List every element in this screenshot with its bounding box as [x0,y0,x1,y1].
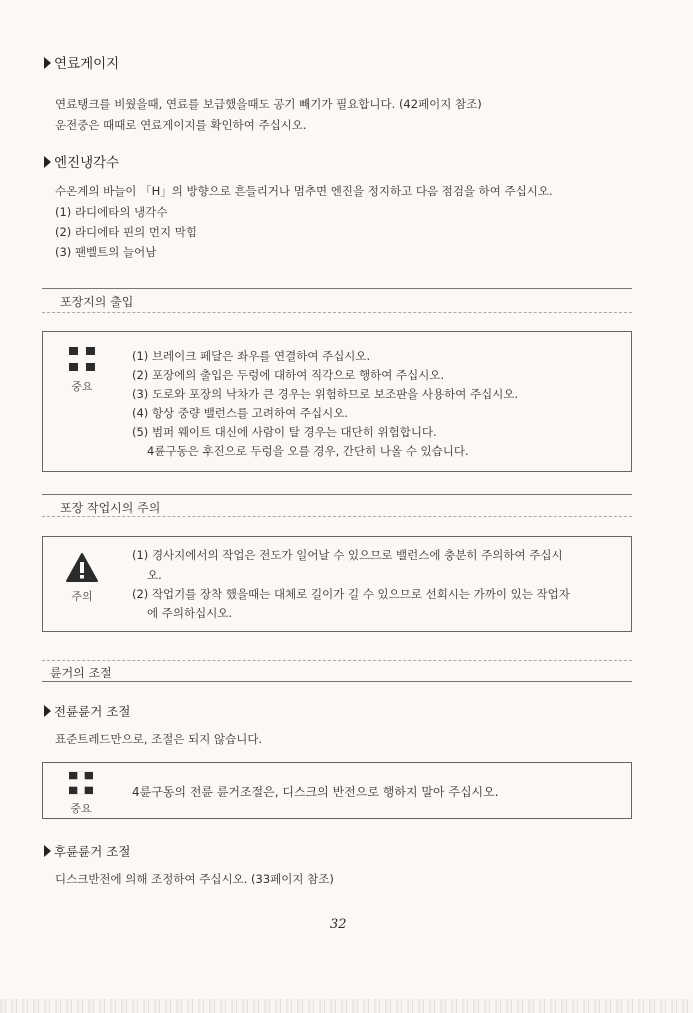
tread-notice-box [42,762,632,819]
tread-notice-text: 4륜구동의 전륜 륜거조절은, 디스크의 반전으로 행하지 말아 주십시오. [132,785,499,799]
engine-coolant-line-3: (2) 라디에타 핀의 먼지 막힘 [55,225,198,239]
rear-tread-heading: 후륜륜거 조절 [44,842,130,860]
paved-road-line-1: (1) 브레이크 페달은 좌우를 연결하여 주십시오. [132,349,371,363]
warning-icon [65,552,99,583]
important-caption: 중요 [71,380,93,393]
paved-road-line-4: (4) 항상 중량 밸런스를 고려하여 주십시오. [132,406,348,420]
engine-coolant-line-4: (3) 팬벨트의 늘어남 [55,245,157,259]
field-work-title: 포장 작업시의 주의 [60,501,161,515]
paved-road-line-3: (3) 도로와 포장의 낙차가 큰 경우는 위험하므로 보조판을 사용하여 주십시오. [132,387,519,401]
fuel-gauge-line-2: 운전중은 때때로 연료게이지를 확인하여 주십시오. [55,118,307,132]
scan-edge-artifact [0,999,693,1013]
caution-caption: 주의 [71,590,93,603]
field-work-box [42,536,632,632]
triangle-bullet-icon [44,57,51,69]
paved-road-title: 포장지의 출입 [60,295,134,309]
triangle-bullet-icon [44,705,51,717]
section-bottom-rule [42,516,632,517]
front-tread-heading: 전륜륜거 조절 [44,702,130,720]
field-work-line-4: 에 주의하십시오. [147,606,233,620]
fuel-gauge-heading: 연료게이지 [44,52,119,72]
section-top-rule [42,288,632,289]
tread-title: 륜거의 조절 [50,666,112,680]
page-number: 32 [330,917,347,932]
section-bottom-rule [42,681,632,682]
paved-road-box [42,331,632,472]
section-top-rule [42,494,632,495]
paved-road-line-6: 4륜구동은 후진으로 두렁을 오를 경우, 간단히 나올 수 있습니다. [147,444,469,458]
triangle-bullet-icon [44,156,51,168]
paved-road-line-2: (2) 포장에의 출입은 두렁에 대하여 직각으로 행하여 주십시오. [132,368,445,382]
engine-coolant-heading: 엔진냉각수 [44,151,119,171]
important-caption: 중요 [70,802,92,815]
field-work-line-1: (1) 경사지에서의 작업은 전도가 일어날 수 있으므로 밸런스에 충분히 주의하여 주십시 [132,548,563,562]
engine-coolant-line-1: 수온계의 바늘이 「H」의 방향으로 흔들리거나 멈추면 엔진을 정지하고 다음 점검을 하여 주십시오. [55,184,553,198]
field-work-line-3: (2) 작업기를 장착 했을때는 대체로 길이가 길 수 있으므로 선회시는 가까이 있는 작업자 [132,587,570,601]
front-tread-line: 표준트레드만으로, 조절은 되지 않습니다. [55,732,263,746]
rear-tread-line: 디스크반전에 의해 조정하여 주십시오. (33페이지 참조) [55,872,334,886]
field-work-line-2: 오. [147,568,162,582]
paved-road-line-5: (5) 범퍼 웨이트 대신에 사람이 탈 경우는 대단히 위험합니다. [132,425,437,439]
fuel-gauge-line-1: 연료탱크를 비웠을때, 연료를 보급했을때도 공기 빼기가 필요합니다. (42페이지 참조) [55,97,482,111]
section-bottom-rule [42,312,632,313]
important-icon [68,771,94,795]
important-icon [68,346,96,372]
triangle-bullet-icon [44,845,51,857]
engine-coolant-line-2: (1) 라디에타의 냉각수 [55,205,168,219]
section-top-rule [42,660,632,661]
